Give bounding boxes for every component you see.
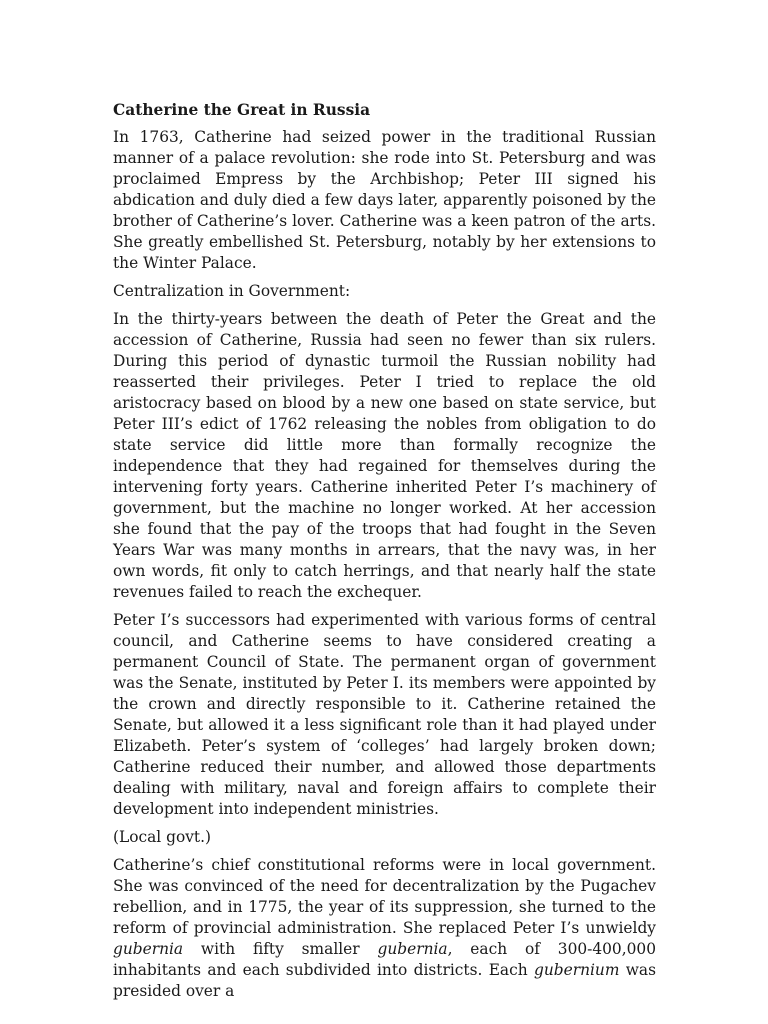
- section-heading-local-govt: (Local govt.): [113, 828, 211, 846]
- text-segment: Catherine’s chief constitutional reforms were in local government. She was convinced of the need for decentralization by the Pugachev rebellion, and in 1775, the year of its suppression, she turned to the reform of provincial administration. She replaced Peter I’s unwieldy: [113, 856, 656, 937]
- italic-term-gubernium: gubernium: [533, 961, 620, 979]
- paragraph-local-government: [113, 855, 656, 1002]
- section-heading-centralization: Centralization in Government:: [113, 282, 351, 300]
- paragraph-thirty-years: In the thirty-years between the death of Peter the Great and the accession of Catherine, Russia had seen no fewer than six rulers. During this period of dynastic turmoil the Russian nobility had reasserted their privileges. Peter I tried to replace the old aristocracy based on blood by a new one based on state service, but Peter III’s edict of 1762 releasing the nobles from obligation to do state service did little more than formally recognize the independence that they had regained for themselves during the intervening forty years. Catherine inherited Peter I’s machinery of government, but the machine no longer worked. At her accession she found that the pay of the troops that had fought in the Seven Years War was many months in arrears, that the navy was, in her own words, fit only to catch herrings, and that nearly half the state revenues failed to reach the exchequer.: [113, 310, 656, 601]
- paragraph-palace-revolution: In 1763, Catherine had seized power in the traditional Russian manner of a palace revolution: she rode into St. Petersburg and was proclaimed Empress by the Archbishop; Peter III signed his abdication and duly died a few days later, apparently poisoned by the brother of Catherine’s lover. Catherine was a keen patron of the arts. She greatly embellished St. Petersburg, notably by her extensions to the Winter Palace.: [113, 128, 656, 272]
- document-page: [113, 100, 656, 1009]
- text-segment: , each of 300-400,000 inhabitants and each subdivided into districts. Each: [113, 940, 656, 979]
- text-segment: with fifty smaller: [183, 940, 378, 958]
- paragraph-successors-council: Peter I’s successors had experimented with various forms of central council, and Catherine seems to have considered creating a permanent Council of State. The permanent organ of government was the Senate, instituted by Peter I. its members were appointed by the crown and directly responsible to it. Catherine retained the Senate, but allowed it a less significant role than it had played under Elizabeth. Peter’s system of ‘colleges’ had largely broken down; Catherine reduced their number, and allowed those departments dealing with military, naval and foreign affairs to complete their development into independent ministries.: [113, 611, 656, 818]
- document-title: Catherine the Great in Russia: [113, 101, 371, 119]
- italic-term-gubernia: gubernia: [113, 940, 184, 958]
- italic-term-gubernia: gubernia: [377, 940, 448, 958]
- text-segment: was presided over a: [113, 961, 657, 1000]
